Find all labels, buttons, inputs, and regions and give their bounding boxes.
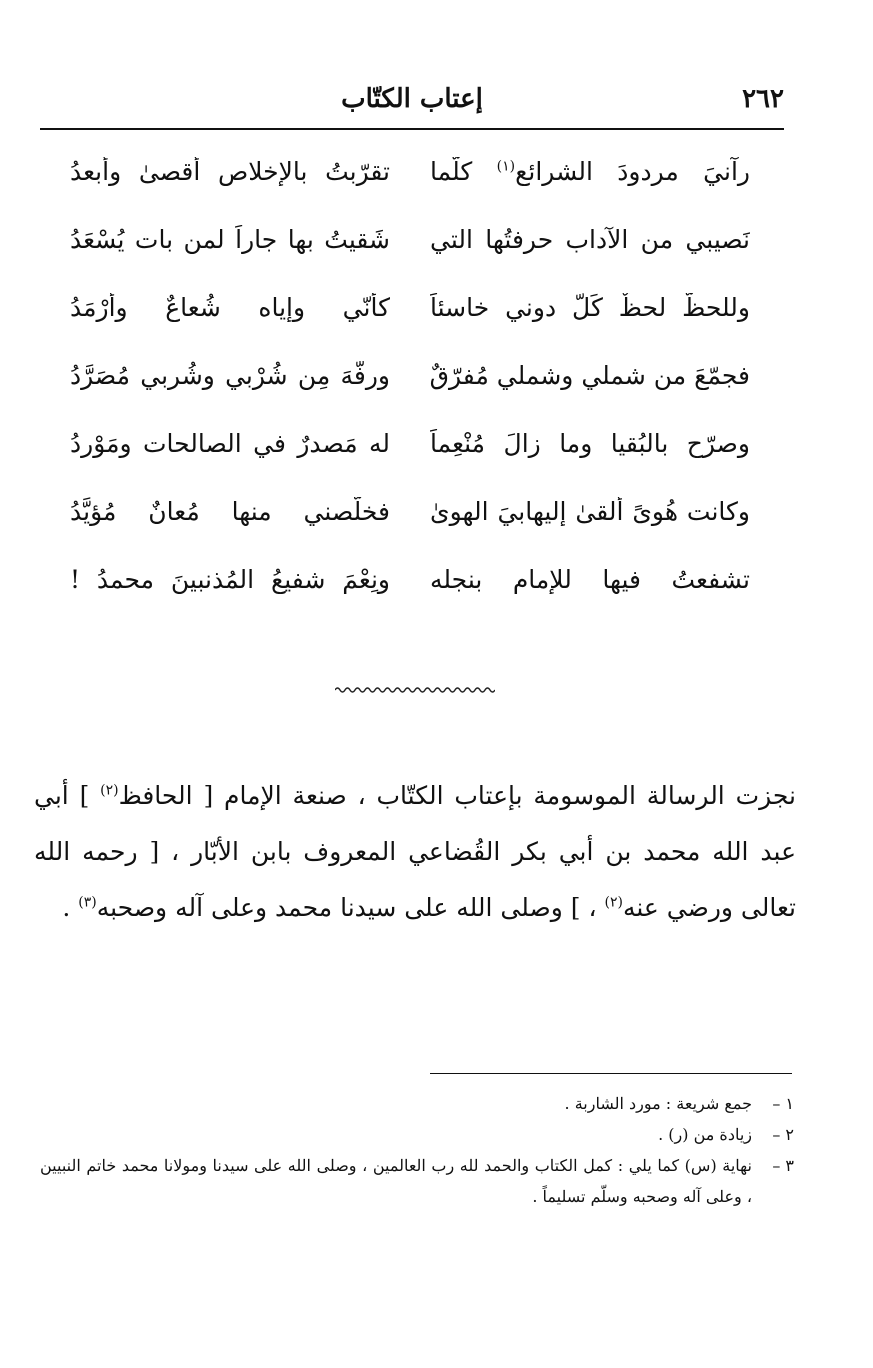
hemistich-second: كأنّي وإياه شُعاعٌ وأرْمَدُ [70, 293, 390, 322]
header-rule [40, 128, 784, 130]
hemistich-first: وكانت هُوىً ألقىٰ إليهابيَ الهوىٰ [430, 497, 750, 526]
verse [70, 349, 750, 417]
poem [70, 145, 750, 621]
hemistich-second: تقرّبتُ بالإخلاص أُقصىٰ وأُبعدُ [70, 157, 390, 186]
hemistich-first: وللحظّ لحظٌ كَلَّ دوني خاسئاً [430, 293, 750, 322]
hemistich-second: شَقيتُ بها جاراً لمن بات يُسْعَدُ [70, 225, 390, 254]
page-number: ٢٦٢ [742, 84, 784, 114]
footnote-number: ٣ – [772, 1156, 794, 1175]
verse [70, 213, 750, 281]
wavy-ornament-divider [335, 684, 495, 696]
footnotes [40, 1088, 794, 1212]
verse [70, 553, 750, 621]
footnote [40, 1150, 794, 1212]
footnote-number: ١ – [772, 1094, 794, 1113]
running-header [40, 78, 784, 128]
footnote-reference: (٢) [604, 894, 623, 911]
colophon-text: نجزت الرسالة الموسومة بإعتاب الكتّاب ، صنعة الإمام [ الحافظ [118, 781, 797, 810]
verse [70, 417, 750, 485]
running-title: إعتاب الكتّاب [341, 84, 483, 114]
hemistich-first [430, 157, 750, 186]
footnote [40, 1088, 794, 1119]
hemistich-first: نَصيبي من الآداب حرفتُها التي [430, 225, 750, 254]
footnote-text: نهاية (س) كما يلي : كمل الكتاب والحمد لله رب العالمين ، وصلى الله على سيدنا ومولانا محمد خاتم النبيين ، وعلى آله وصحبه وسلّم تسليماً . [40, 1156, 752, 1206]
hemistich-first: وصرّح بالبُقيا وما زالَ مُنْعِماً [430, 429, 750, 458]
footnote-text: زيادة من (ر) . [658, 1125, 752, 1144]
hemistich-second: فخلّصني منها مُعانٌ مُؤيَّدُ [70, 497, 390, 526]
verse [70, 485, 750, 553]
footnote-reference: (٣) [78, 894, 97, 911]
hemistich-first: فجمّعَ من شملي وشملي مُفرّقٌ [430, 361, 750, 390]
footnote-reference: (١) [496, 158, 516, 175]
hemistich-text: رآنيَ مردودَ الشرائع [515, 157, 750, 186]
footnote-text: جمع شريعة : مورد الشاربة . [564, 1094, 752, 1113]
footnote-number: ٢ – [772, 1125, 794, 1144]
colophon [34, 768, 796, 936]
colophon-text: . [62, 893, 79, 922]
verse [70, 281, 750, 349]
hemistich-text-tail: كلّما [430, 157, 497, 186]
verse [70, 145, 750, 213]
footnote-reference: (٢) [100, 782, 119, 799]
footnote [40, 1119, 794, 1150]
colophon-text: ، ] وصلى الله على سيدنا محمد وعلى آله وصحبه [96, 893, 605, 922]
colophon-paragraph [34, 768, 796, 936]
hemistich-second: ونِعْمَ شفيعُ المُذنبينَ محمدُ ! [70, 565, 390, 594]
hemistich-second: له مَصدرٌ في الصالحات ومَوْرِدُ [70, 429, 390, 458]
colophon-text: ] أبي عبد الله محمد بن أبي بكر القُضاعي المعروف بابن الأبّار ، [ رحمه الله تعالى ورضي عنه [34, 781, 796, 922]
hemistich-second: ورفّهَ مِن شُرْبي وشُربي مُصَرَّدُ [70, 361, 390, 390]
footnote-rule [430, 1073, 792, 1074]
hemistich-first: تشفعتُ فيها للإمامِ بنجله [430, 565, 750, 594]
